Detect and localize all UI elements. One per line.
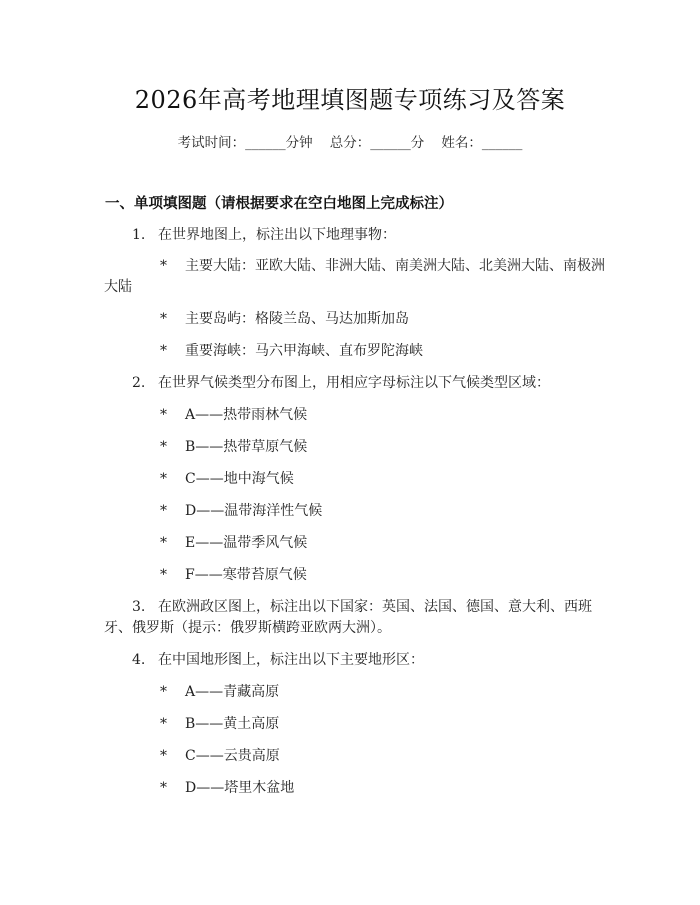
- bullet-marker: *: [160, 748, 167, 764]
- list-item-text: E——温带季风气候: [185, 535, 308, 551]
- bullet-marker: *: [160, 567, 167, 583]
- bullet-marker: *: [160, 535, 167, 551]
- question-3: [132, 596, 592, 616]
- question-4: [132, 649, 424, 669]
- question-number: 3.: [132, 599, 146, 615]
- question-text: 在中国地形图上，标注出以下主要地形区：: [158, 652, 424, 668]
- list-item: [160, 308, 409, 328]
- list-item: [160, 681, 279, 701]
- question-2: [132, 372, 550, 392]
- list-item-text: 主要岛屿：格陵兰岛、马达加斯加岛: [185, 311, 409, 327]
- list-item: [160, 468, 294, 488]
- list-item: [160, 500, 322, 520]
- list-item: [160, 745, 280, 765]
- bullet-marker: *: [160, 471, 167, 487]
- list-item-text: C——地中海气候: [185, 471, 294, 487]
- list-item-text: D——温带海洋性气候: [185, 503, 323, 519]
- bullet-marker: *: [160, 343, 167, 359]
- list-item-text: C——云贵高原: [185, 748, 280, 764]
- list-item-text: 主要大陆：亚欧大陆、非洲大陆、南美洲大陆、北美洲大陆、南极洲: [185, 258, 605, 274]
- list-item-text: A——热带雨林气候: [185, 407, 308, 423]
- list-item: [160, 713, 279, 733]
- bullet-marker: *: [160, 407, 167, 423]
- list-item: [160, 532, 307, 552]
- question-text: 在欧洲政区图上，标注出以下国家：英国、法国、德国、意大利、西班: [158, 599, 592, 615]
- bullet-marker: *: [160, 716, 167, 732]
- question-number: 4.: [132, 652, 146, 668]
- question-text-continuation: 牙、俄罗斯（提示：俄罗斯横跨亚欧两大洲）。: [104, 620, 391, 636]
- page-title: 2026年高考地理填图题专项练习及答案: [134, 86, 566, 114]
- list-item: [160, 564, 307, 584]
- list-item: [160, 777, 294, 797]
- list-item-continuation: 大陆: [104, 279, 132, 295]
- list-item-text: F——寒带苔原气候: [185, 567, 307, 583]
- list-item-text: 重要海峡：马六甲海峡、直布罗陀海峡: [185, 343, 423, 359]
- bullet-marker: *: [160, 258, 167, 274]
- list-item: [160, 255, 605, 275]
- list-item-text: B——黄土高原: [185, 716, 280, 732]
- list-item-text: B——热带草原气候: [185, 439, 308, 455]
- question-1: [132, 224, 396, 244]
- list-item-text: D——塔里木盆地: [185, 780, 295, 796]
- section-heading: 一、单项填图题（请根据要求在空白地图上完成标注）: [105, 195, 453, 212]
- bullet-marker: *: [160, 780, 167, 796]
- bullet-marker: *: [160, 503, 167, 519]
- question-text: 在世界气候类型分布图上，用相应字母标注以下气候类型区域：: [158, 375, 550, 391]
- list-item: [160, 436, 307, 456]
- bullet-marker: *: [160, 311, 167, 327]
- bullet-marker: *: [160, 684, 167, 700]
- list-item: [160, 340, 423, 360]
- question-text: 在世界地图上，标注出以下地理事物：: [158, 227, 396, 243]
- question-number: 1.: [132, 227, 146, 243]
- list-item: [160, 404, 307, 424]
- exam-meta-line: 考试时间：______分钟 总分：______分 姓名：______: [177, 135, 523, 151]
- bullet-marker: *: [160, 439, 167, 455]
- list-item-text: A——青藏高原: [185, 684, 280, 700]
- question-number: 2.: [132, 375, 146, 391]
